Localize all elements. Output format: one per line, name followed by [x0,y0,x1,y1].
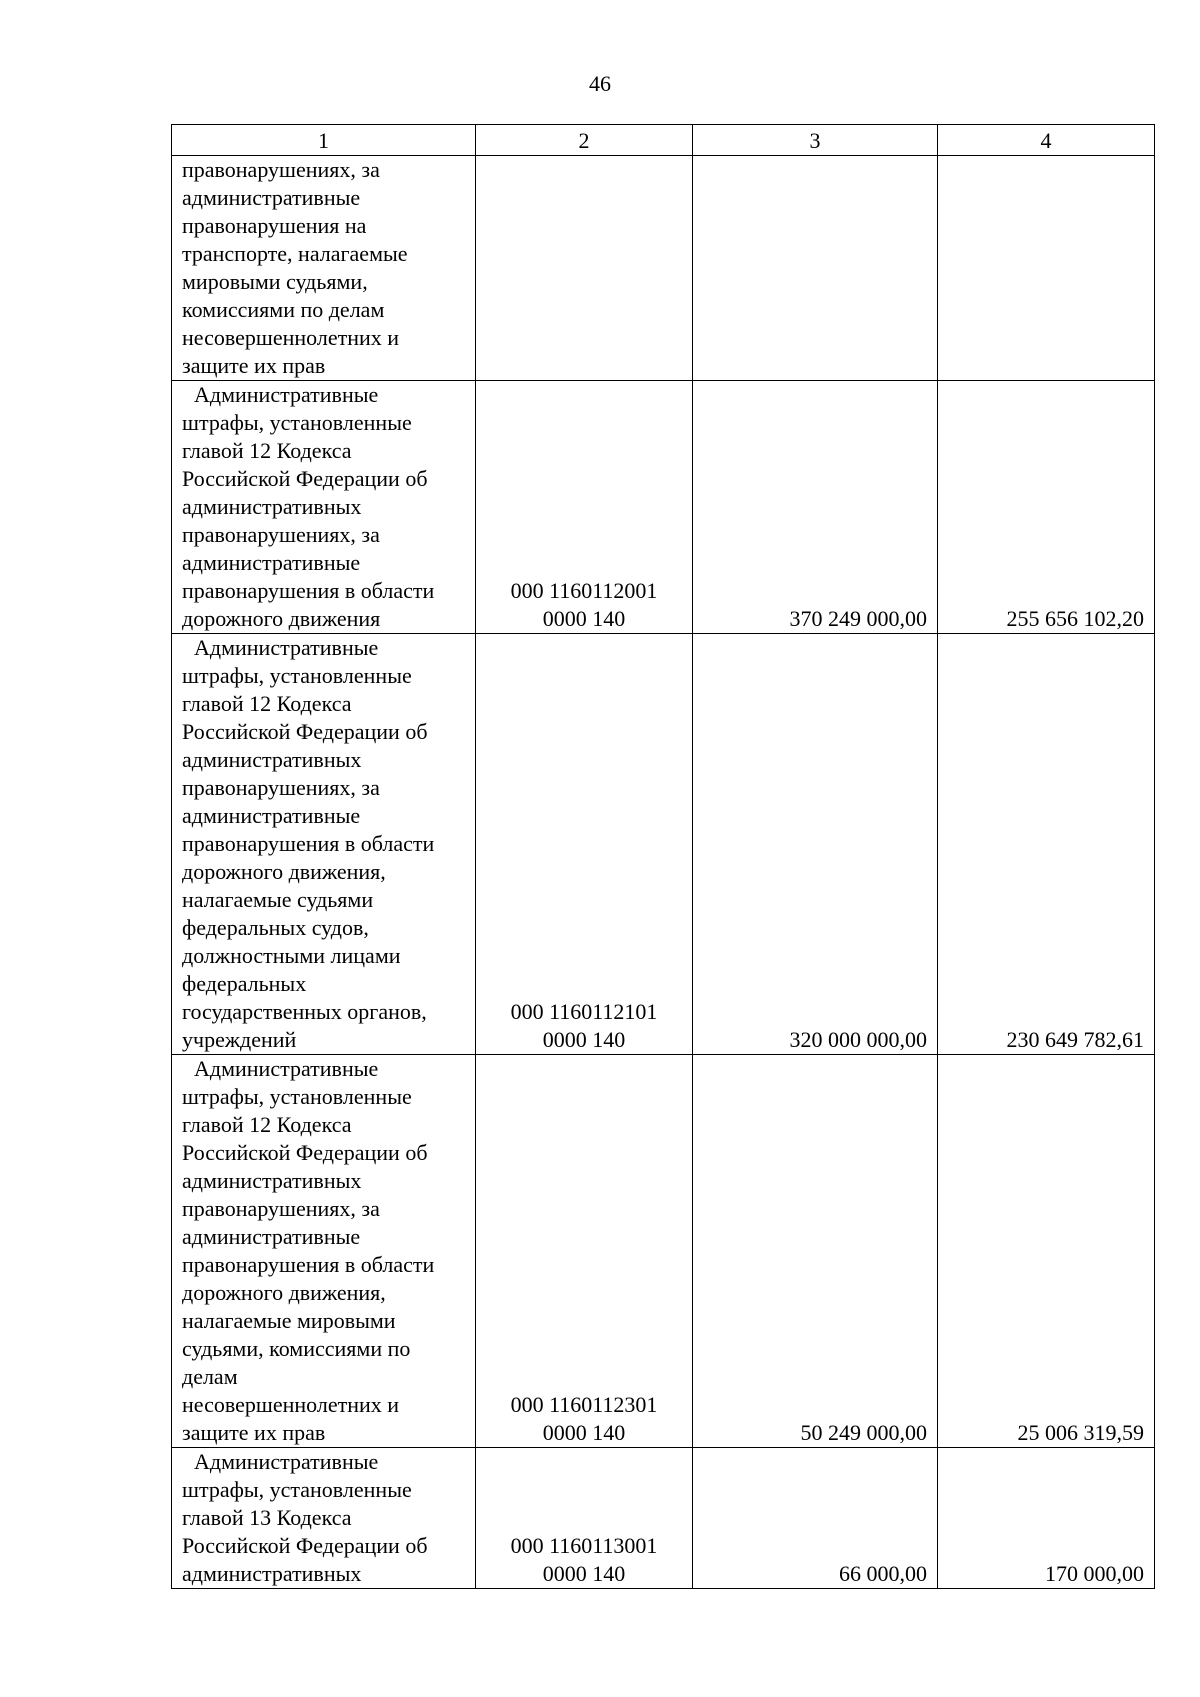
revenue-name-cell [172,1055,476,1448]
revenue-name-line: Российской Федерации об [182,1140,428,1165]
revenue-name-cell [172,156,476,381]
revenue-name-cell [172,1448,476,1589]
budget-code-cell [476,634,693,1055]
revenue-name-line: Российской Федерации об [182,719,428,744]
budget-code-line: 000 1160113001 [510,1533,658,1558]
revenue-name-line: государственных органов, [182,999,427,1024]
revenue-name-line: административные [182,185,361,210]
revenue-name-line: Российской Федерации об [182,1533,428,1558]
table-body [172,156,1155,1589]
revenue-name-line: делам [182,1364,238,1389]
revenue-name-line: Административные [194,635,379,660]
revenue-name-line: транспорте, налагаемые [182,241,408,266]
revenue-name-line: защите их прав [182,1420,326,1445]
revenue-name-line: Административные [194,1449,379,1474]
revenue-name-line: правонарушения в области [182,1252,435,1277]
budget-code-line: 000 1160112001 [510,578,658,603]
revenue-name-line: правонарушения в области [182,831,435,856]
revenue-name-line: административные [182,803,361,828]
revenue-name-cell [172,381,476,634]
revenue-name-line: Российской Федерации об [182,466,428,491]
table-row [172,1448,1155,1589]
revenue-name-line: административные [182,1224,361,1249]
actual-amount-cell: 255 656 102,20 [938,381,1155,634]
revenue-name-line: дорожного движения, [182,859,386,884]
revenue-name-line: комиссиями по делам [182,297,385,322]
budget-code-cell [476,1448,693,1589]
table-row [172,381,1155,634]
column-header-3: 3 [693,125,938,156]
revenue-name-line: штрафы, установленные [182,663,412,688]
budget-code-cell [476,381,693,634]
budget-code-line: 0000 140 [542,1561,626,1586]
revenue-name-line: судьями, комиссиями по [182,1336,411,1361]
revenue-name-line: главой 12 Кодекса [182,438,352,463]
table-row [172,156,1155,381]
column-header-2: 2 [476,125,693,156]
revenue-name-line: федеральных судов, [182,915,369,940]
revenue-name-line: защите их прав [182,353,326,378]
revenue-name-line: правонарушения в области [182,578,435,603]
revenue-name-line: главой 12 Кодекса [182,691,352,716]
column-header-4: 4 [938,125,1155,156]
revenue-name-line: налагаемые судьями [182,887,374,912]
budget-code-line: 0000 140 [542,606,626,631]
revenue-name-line: дорожного движения, [182,1280,386,1305]
plan-amount-cell: 50 249 000,00 [693,1055,938,1448]
budget-code-line: 000 1160112101 [510,999,658,1024]
actual-amount-cell: 25 006 319,59 [938,1055,1155,1448]
revenue-name-line: правонарушениях, за [182,1196,380,1221]
revenue-name-line: учреждений [182,1027,297,1052]
revenue-name-line: главой 13 Кодекса [182,1505,352,1530]
table-row [172,1055,1155,1448]
plan-amount-cell: 370 249 000,00 [693,381,938,634]
budget-code-cell [476,156,693,381]
actual-amount-cell [938,156,1155,381]
table-header-row [172,125,1155,156]
revenue-name-line: штрафы, установленные [182,410,412,435]
revenue-name-line: штрафы, установленные [182,1084,412,1109]
revenue-name-line: административных [182,1561,362,1586]
revenue-name-line: федеральных [182,971,307,996]
revenue-name-line: несовершеннолетних и [182,1392,400,1417]
revenue-name-line: несовершеннолетних и [182,325,400,350]
column-header-1: 1 [172,125,476,156]
plan-amount-cell [693,156,938,381]
revenue-name-line: штрафы, установленные [182,1477,412,1502]
table-row [172,634,1155,1055]
budget-code-line: 0000 140 [542,1027,626,1052]
actual-amount-cell: 170 000,00 [938,1448,1155,1589]
revenue-name-line: административных [182,747,362,772]
revenue-name-line: налагаемые мировыми [182,1308,396,1333]
revenue-name-line: правонарушениях, за [182,522,380,547]
revenue-name-line: дорожного движения [182,606,381,631]
budget-code-line: 000 1160112301 [510,1392,658,1417]
revenue-name-line: Административные [194,1056,379,1081]
revenue-name-line: административных [182,494,362,519]
revenue-name-line: правонарушения на [182,213,367,238]
budget-table [171,124,1155,1589]
revenue-name-line: должностными лицами [182,943,401,968]
budget-code-line: 0000 140 [542,1420,626,1445]
page-number: 46 [589,71,611,96]
budget-code-cell [476,1055,693,1448]
actual-amount-cell: 230 649 782,61 [938,634,1155,1055]
revenue-name-line: главой 12 Кодекса [182,1112,352,1137]
plan-amount-cell: 320 000 000,00 [693,634,938,1055]
revenue-name-line: Административные [194,382,379,407]
revenue-name-line: правонарушениях, за [182,157,380,182]
revenue-name-line: мировыми судьями, [182,269,368,294]
plan-amount-cell: 66 000,00 [693,1448,938,1589]
revenue-name-line: административных [182,1168,362,1193]
revenue-name-line: правонарушениях, за [182,775,380,800]
revenue-name-cell [172,634,476,1055]
revenue-name-line: административные [182,550,361,575]
